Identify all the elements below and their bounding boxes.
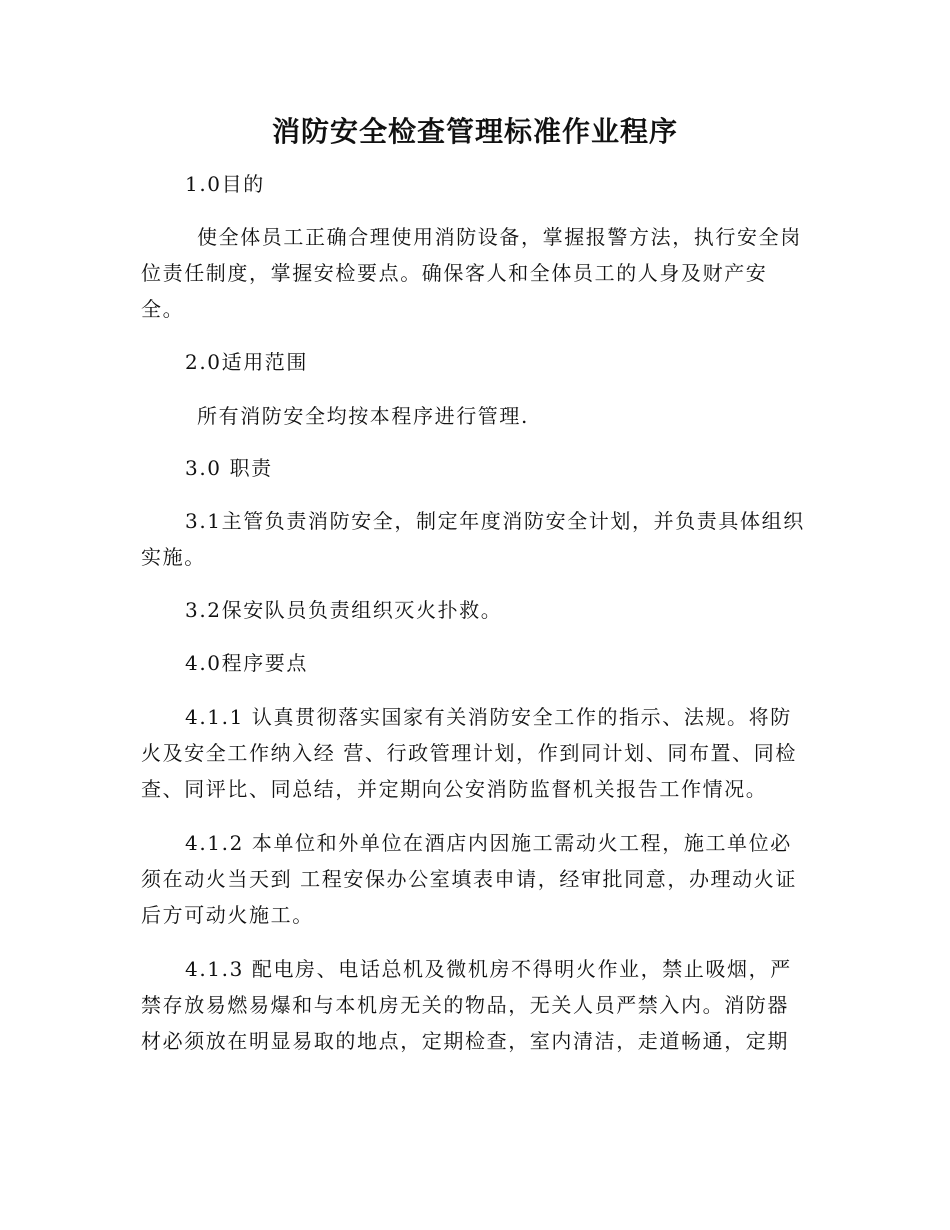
paragraph-line: 使全体员工正确合理使用消防设备，掌握报警方法，执行安全岗 bbox=[197, 225, 802, 249]
heading-scope: 2.0适用范围 bbox=[185, 350, 309, 374]
paragraph-line: 4.1.3 配电房、电话总机及微机房不得明火作业，禁止吸烟，严 bbox=[185, 957, 792, 981]
paragraph-line: 4.1.2 本单位和外单位在酒店内因施工需动火工程，施工单位必 bbox=[185, 831, 792, 855]
paragraph-line: 所有消防安全均按本程序进行管理. bbox=[197, 404, 529, 428]
document-title: 消防安全检查管理标准作业程序 bbox=[271, 115, 678, 148]
paragraph-line: 火及安全工作纳入经 营、行政管理计划，作到同计划、同布置、同检 bbox=[141, 741, 797, 765]
paragraph-line: 须在动火当天到 工程安保办公室填表申请，经审批同意，办理动火证 bbox=[141, 867, 797, 891]
heading-purpose: 1.0目的 bbox=[185, 172, 265, 196]
paragraph-line: 材必须放在明显易取的地点，定期检查，室内清洁，走道畅通，定期 bbox=[141, 1029, 789, 1053]
paragraph-line: 后方可动火施工。 bbox=[141, 903, 314, 927]
paragraph-line: 禁存放易燃易爆和与本机房无关的物品，无关人员严禁入内。消防器 bbox=[141, 993, 789, 1017]
paragraph-line: 位责任制度，掌握安检要点。确保客人和全体员工的人身及财产安 bbox=[141, 261, 768, 285]
paragraph-line: 全。 bbox=[141, 297, 185, 321]
paragraph-line: 查、同评比、同总结，并定期向公安消防监督机关报告工作情况。 bbox=[141, 777, 768, 801]
heading-responsibility: 3.0 职责 bbox=[185, 456, 273, 480]
heading-procedure: 4.0程序要点 bbox=[185, 651, 309, 675]
paragraph-line: 实施。 bbox=[141, 545, 206, 569]
paragraph-line: 3.2保安队员负责组织灭火扑救。 bbox=[185, 598, 503, 622]
paragraph-line: 4.1.1 认真贯彻落实国家有关消防安全工作的指示、法规。将防 bbox=[185, 705, 792, 729]
paragraph-line: 3.1主管负责消防安全，制定年度消防安全计划，并负责具体组织 bbox=[185, 509, 805, 533]
